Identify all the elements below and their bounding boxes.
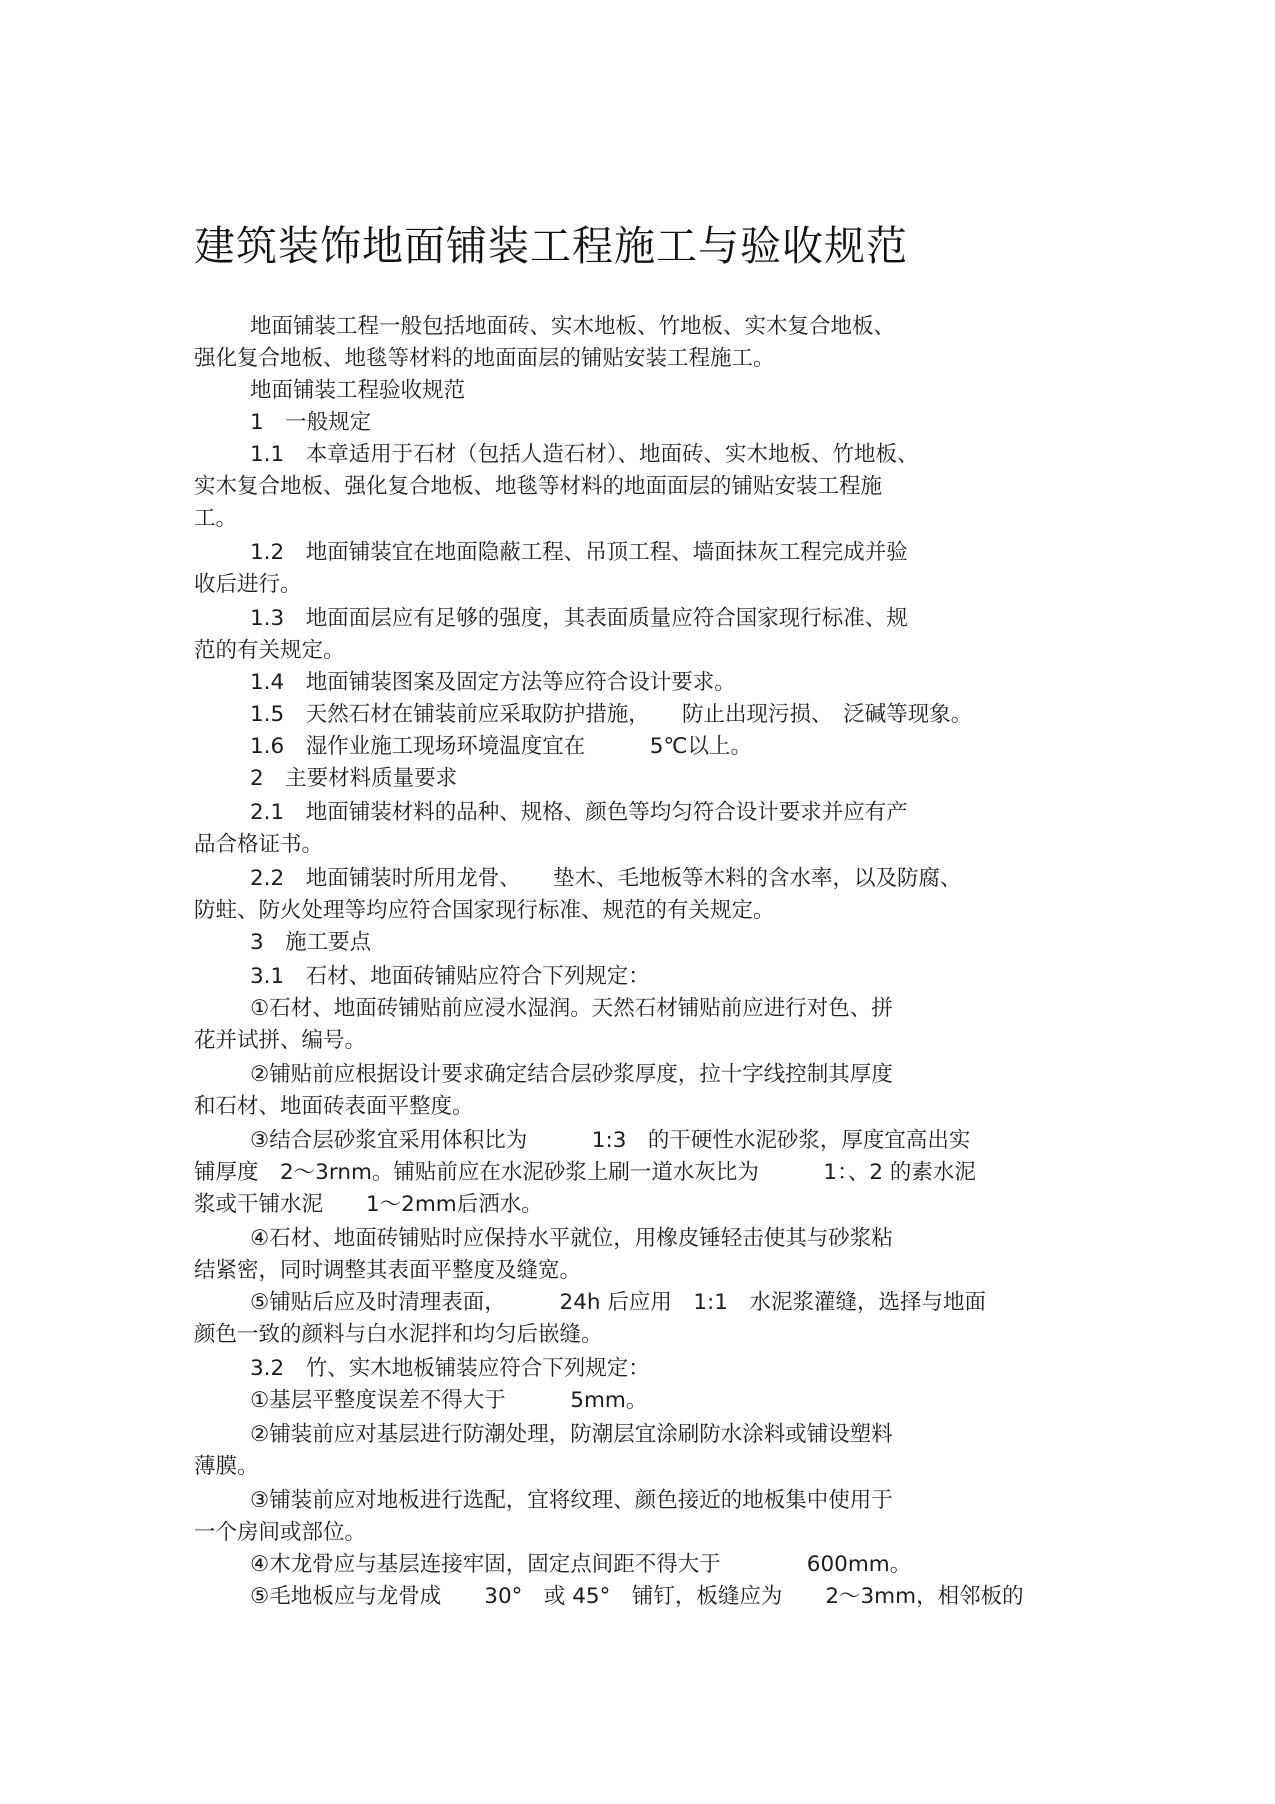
clause-line: 1.2 地面铺装宜在地面隐蔽工程、吊顶工程、墙面抹灰工程完成并验	[250, 540, 908, 565]
document-title: 建筑装饰地面铺装工程施工与验收规范	[194, 222, 908, 270]
section-heading: 1 一般规定	[250, 410, 372, 435]
clause-line: 2.1 地面铺装材料的品种、规格、颜色等均匀符合设计要求并应有产	[250, 800, 908, 825]
list-item: 铺厚度 2～3rnm。铺贴前应在水泥砂浆上刷一道水灰比为 1：、2 的素水泥	[194, 1160, 976, 1185]
clause-line: 1.4 地面铺装图案及固定方法等应符合设计要求。	[250, 670, 736, 695]
list-item: 薄膜。	[194, 1454, 259, 1479]
list-item: ③结合层砂浆宜采用体积比为 1:3 的干硬性水泥砂浆，厚度宜高出实	[250, 1128, 971, 1153]
clause-line: 2.2 地面铺装时所用龙骨、 垫木、毛地板等木料的含水率，以及防腐、	[250, 866, 962, 891]
clause-line: 1.6 湿作业施工现场环境温度宜在 5℃以上。	[250, 734, 753, 759]
list-item: ⑤铺贴后应及时清理表面， 24h 后应用 1:1 水泥浆灌缝，选择与地面	[250, 1290, 986, 1315]
list-item: ①基层平整度误差不得大于 5mm。	[250, 1388, 648, 1413]
paragraph-line: 强化复合地板、地毯等材料的地面面层的铺贴安装工程施工。	[194, 346, 775, 371]
clause-line: 1.1 本章适用于石材（包括人造石材）、地面砖、实木地板、竹地板、	[250, 442, 919, 467]
section-heading: 3 施工要点	[250, 930, 372, 955]
list-item: 花并试拼、编号。	[194, 1028, 367, 1053]
clause-line: 范的有关规定。	[194, 638, 345, 663]
section-heading: 2 主要材料质量要求	[250, 766, 458, 791]
clause-line: 实木复合地板、强化复合地板、地毯等材料的地面面层的铺贴安装工程施	[194, 474, 883, 499]
list-item: ②铺装前应对基层进行防潮处理，防潮层宜涂刷防水涂料或铺设塑料	[250, 1422, 893, 1447]
clause-line: 品合格证书。	[194, 832, 324, 857]
clause-line: 防蛀、防火处理等均应符合国家现行标准、规范的有关规定。	[194, 898, 775, 923]
list-item: 一个房间或部位。	[194, 1520, 367, 1545]
clause-line: 收后进行。	[194, 572, 302, 597]
clause-line: 3.2 竹、实木地板铺装应符合下列规定：	[250, 1356, 650, 1381]
list-item: ④木龙骨应与基层连接牢固，固定点间距不得大于 600mm。	[250, 1552, 912, 1577]
list-item: ④石材、地面砖铺贴时应保持水平就位，用橡皮锤轻击使其与砂浆粘	[250, 1226, 893, 1251]
list-item: 浆或干铺水泥 1～2mm后洒水。	[194, 1192, 543, 1217]
section-heading: 地面铺装工程验收规范	[250, 378, 466, 403]
clause-line: 工。	[194, 506, 238, 531]
list-item: ②铺贴前应根据设计要求确定结合层砂浆厚度，拉十字线控制其厚度	[250, 1062, 893, 1087]
list-item: 颜色一致的颜料与白水泥拌和均匀后嵌缝。	[194, 1322, 603, 1347]
clause-line: 1.3 地面面层应有足够的强度，其表面质量应符合国家现行标准、规	[250, 606, 908, 631]
clause-line: 3.1 石材、地面砖铺贴应符合下列规定：	[250, 964, 650, 989]
list-item: ⑤毛地板应与龙骨成 30° 或 45° 铺钉，板缝应为 2～3mm，相邻板的	[250, 1584, 1024, 1609]
list-item: ①石材、地面砖铺贴前应浸水湿润。天然石材铺贴前应进行对色、拼	[250, 996, 893, 1021]
list-item: ③铺装前应对地板进行选配，宜将纹理、颜色接近的地板集中使用于	[250, 1488, 893, 1513]
list-item: 和石材、地面砖表面平整度。	[194, 1094, 474, 1119]
list-item: 结紧密，同时调整其表面平整度及缝宽。	[194, 1258, 582, 1283]
clause-line: 1.5 天然石材在铺装前应采取防护措施， 防止出现污损、 泛碱等现象。	[250, 702, 973, 727]
paragraph-line: 地面铺装工程一般包括地面砖、实木地板、竹地板、实木复合地板、	[250, 314, 896, 339]
